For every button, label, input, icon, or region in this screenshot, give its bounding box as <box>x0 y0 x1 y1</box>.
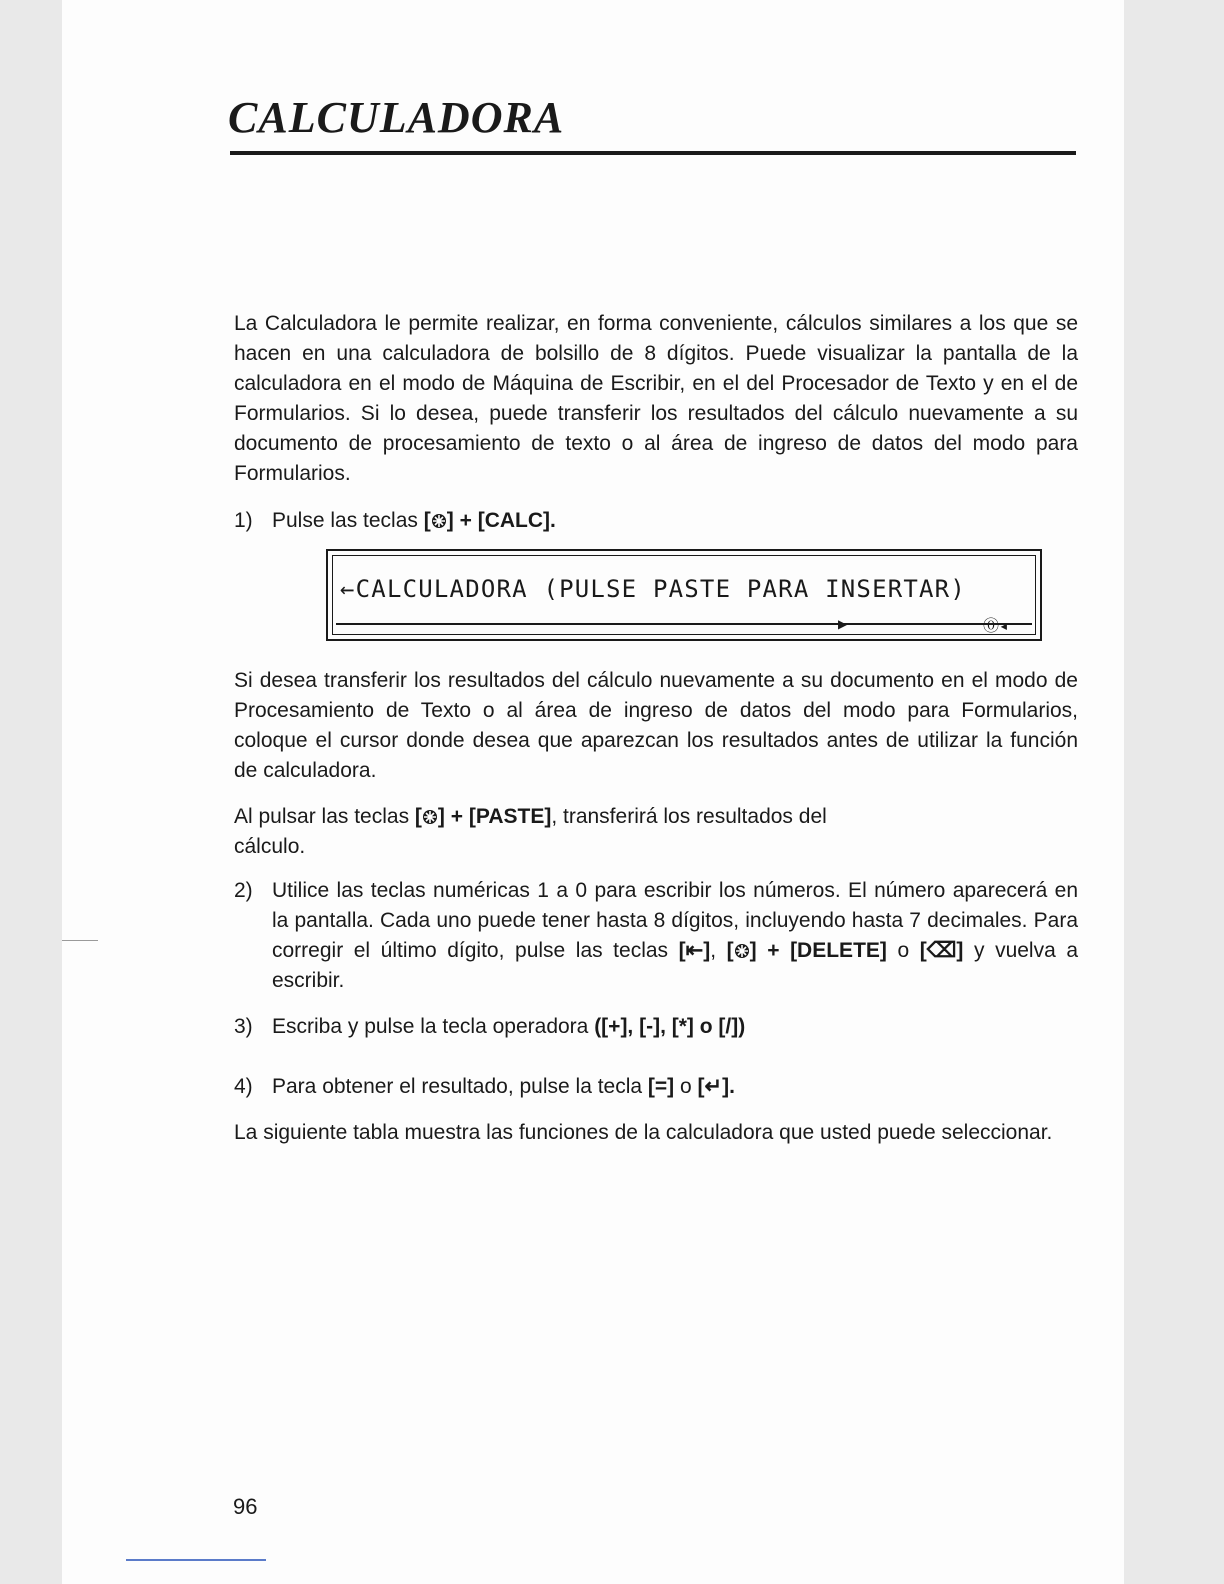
transfer-paragraph: Si desea transferir los resultados del cálculo nuevamente a su documento en el modo de Procesamiento de Texto o al área de ingreso de datos del modo para Formularios, coloque el cursor donde desea que aparezcan los resultados antes de utilizar la función de calculadora. <box>234 669 1078 782</box>
plus-sign: + <box>459 509 472 532</box>
paste-paragraph <box>234 802 1078 862</box>
equals-key: [=] <box>647 1075 675 1098</box>
page-title: CALCULADORA <box>228 93 565 142</box>
plus-sign: + <box>767 939 780 962</box>
backspace-key: [⌫] <box>919 939 964 962</box>
page-number: 96 <box>233 1494 258 1519</box>
key-open: [ <box>726 939 734 962</box>
bottom-link-line <box>126 1559 266 1561</box>
display-text: ←CALCULADORA (PULSE PASTE PARA INSERTAR) <box>340 575 966 603</box>
plus-sign: + <box>450 805 464 828</box>
step-2 <box>234 876 1078 996</box>
delete-key: [DELETE] <box>790 939 887 962</box>
step-2-end: y vuelva a escribir. <box>272 939 1079 992</box>
intro-paragraph: La Calculadora le permite realizar, en forma conveniente, cálculos similares a los que se hacen en una calculadora de bolsillo de 8 dígitos. Puede visualizar la pantalla de la calculadora en el modo de Máquina de Escribir, en el del Procesador de Texto y en el de Formularios. Si lo desea, puede transferir los resultados del cálculo nuevamente a su documento de procesamiento de texto o al área de ingreso de datos del modo para Formularios. <box>234 312 1078 485</box>
step-1-body <box>272 506 1078 536</box>
operator-keys: ([+], [-], [*] o [/]) <box>594 1015 746 1038</box>
step-2-number: 2) <box>234 879 253 902</box>
key-close: ] <box>437 805 445 828</box>
key-close: ] <box>446 509 454 532</box>
code-key-icon <box>431 513 447 529</box>
step-1-text: Pulse las teclas <box>272 509 418 532</box>
code-key-icon <box>734 943 750 959</box>
key-close: ] <box>749 939 757 962</box>
return-key: [↵]. <box>697 1075 735 1098</box>
step-1-number: 1) <box>234 509 253 532</box>
paste-key: [PASTE] <box>468 805 552 828</box>
step-3-text: Escriba y pulse la tecla operadora <box>272 1015 589 1038</box>
step-4-body <box>272 1072 1078 1102</box>
step-2-body <box>272 876 1078 996</box>
code-key-icon <box>422 809 438 825</box>
key-open: [ <box>423 509 431 532</box>
calculator-display <box>326 549 1042 641</box>
title-rule <box>230 151 1076 155</box>
table-paragraph: La siguiente tabla muestra las funciones de la calculadora que usted puede seleccionar. <box>234 1121 1053 1144</box>
step-4-text: Para obtener el resultado, pulse la tecla <box>272 1075 643 1098</box>
paste-after: , transferirá los resultados del <box>551 805 827 828</box>
tab-key: [⇤] <box>678 939 711 962</box>
step-3-body <box>272 1012 1078 1042</box>
paste-before: Al pulsar las teclas <box>234 805 410 828</box>
step-4-number: 4) <box>234 1075 253 1098</box>
comma: , <box>710 939 717 962</box>
step-4 <box>234 1072 1078 1102</box>
display-underline <box>336 623 1032 625</box>
key-open: [ <box>414 805 422 828</box>
paste-line2: cálculo. <box>234 835 306 858</box>
cursor-arrow-icon: ▶ <box>838 617 848 631</box>
display-indicator-icon: ⓪◂ <box>983 616 1009 635</box>
page <box>62 0 1124 1584</box>
step-2-text: Utilice las teclas numéricas 1 a 0 para escribir los números. El número aparecerá en la pantalla. Cada uno puede tener hasta 8 dígitos, incluyendo hasta 7 decimales. Para corregir el último dígito, pulse las teclas <box>272 879 1078 962</box>
calc-key: [CALC]. <box>477 509 556 532</box>
margin-mark <box>62 940 98 941</box>
step-1 <box>234 506 1078 536</box>
step-3 <box>234 1012 1078 1042</box>
or-word: o <box>897 939 910 962</box>
step-3-number: 3) <box>234 1015 253 1038</box>
or-word: o <box>680 1075 692 1098</box>
